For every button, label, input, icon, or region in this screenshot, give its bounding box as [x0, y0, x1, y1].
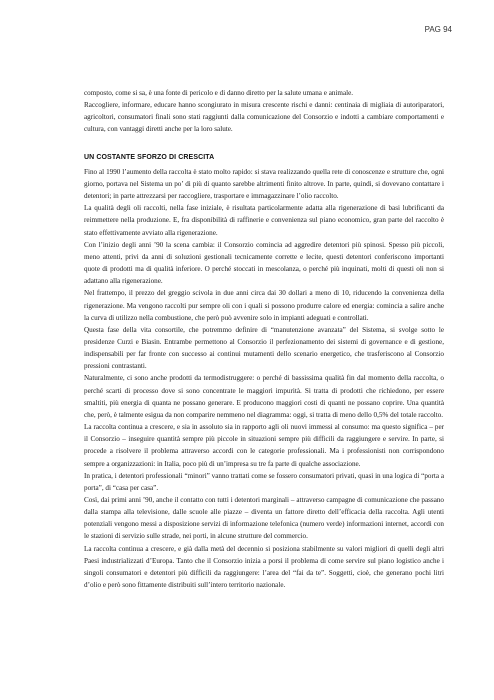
paragraph: Questa fase della vita consortile, che potremmo definire di “manutenzione avanzata” del Sistema, si svolge sotto le presidenze Curzi e Biasin. Entrambe permettono al Consorzio il perfezionamento dei sistemi di governance e di gestione, indispensabili per far fronte con successo ai continui mutamenti dello scenario energetico, che trasferiscono al Consorzio pressioni contrastanti. — [84, 325, 444, 371]
paragraph: Naturalmente, ci sono anche prodotti da termodistruggere: o perché di bassissima qualità fin dal momento della raccolta, o perché scarti di processo dove si sono concentrate le maggiori impurità. Si tratta di prodotti che richiedono, per essere smaltiti, più energia di quanta ne possano generare. E producono maggiori costi di quanti ne possano coprire. Una quantità che, però, è talmente esigua da non comparire nemmeno nel diagramma: oggi, si tratta di meno dello 0,5% del totale raccolto. — [84, 374, 444, 419]
intro-paragraph-2: Raccogliere, informare, educare hanno scongiurato in misura crescente rischi e danni: centinaia di migliaia di autoriparatori, agricoltori, consumatori finali sono stati raggiunti dalla comunicazione del Consorzio e indotti a cambiare comportamenti e cultura, con vantaggi diretti anche per la loro salute. — [84, 101, 444, 134]
paragraph: Fino al 1990 l’aumento della raccolta è stato molto rapido: si stava realizzando quella rete di conoscenze e strutture che, ogni giorno, portava nel Sistema un po’ di più di quanto sarebbe altrimenti finito altrove. In parte, quindi, si dovevano contattare i detentori; in parte attrezzarsi per raccogliere, trasportare e immagazzinare l’olio raccolto. — [84, 167, 444, 201]
intro-paragraph-1: composto, come si sa, è una fonte di pericolo e di danno diretto per la salute umana e animale. — [84, 89, 354, 97]
paragraph: In pratica, i detentori professionali “minori” vanno trattati come se fossero consumatori privati, quasi in una logica di “porta a porta”, di “casa per casa”. — [84, 471, 444, 492]
paragraph: La qualità degli oli raccolti, nella fase iniziale, è risultata particolarmente adatta alla rigenerazione di basi lubrificanti da reimmettere nella produzione. E, fra disponibilità di raffinerie e convenienza sul piano economico, gran parte del raccolto è stato effettivamente avviato alla rigenerazione. — [84, 204, 444, 237]
paragraph: La raccolta continua a crescere, e già dalla metà del decennio si posiziona stabilmente su valori migliori di quelli degli altri Paesi industrializzati d’Europa. Tanto che il Consorzio inizia a porsi il problema di come servire sul piano logistico anche i singoli consumatori e detentori più difficili da raggiungere: l’area del “fai da te”. Soggetti, cioè, che generano pochi litri d’olio e però sono fittamente distribuiti sull’intero territorio nazionale. — [84, 544, 444, 590]
document-body — [84, 87, 444, 591]
paragraph: La raccolta continua a crescere, e sia in assoluto sia in rapporto agli oli nuovi immessi al consumo: ma questo significa – per il Consorzio – inseguire quantità sempre più piccole in situazioni sempre più difficili da raggiungere e servire. In parte, si procede a risolvere il problema attraverso accordi con le categorie professionali. Ma i professionisti non corrispondono sempre a organizzazioni: in Italia, poco più di un’impresa su tre fa parte di qualche associazione. — [84, 423, 444, 468]
paragraph: Così, dai primi anni ’90, anche il contatto con tutti i detentori marginali – attraverso campagne di comunicazione che passano dalla stampa alla televisione, dalle scuole alle piazze – diventa un fattore diretto dell’efficacia della raccolta. Agli utenti potenziali vengono messi a disposizione servizi di informazione telefonica (numero verde) informazioni internet, accordi con le stazioni di servizio sulle strade, nei porti, in alcune strutture del commercio. — [84, 496, 444, 541]
page-number: PAG 94 — [424, 25, 452, 34]
paragraph: Nel frattempo, il prezzo del greggio scivola in due anni circa dai 30 dollari a meno di 10, riducendo la convenienza della rigenerazione. Ma vengono raccolti pur sempre oli con i quali si possono produrre calore ed energia: comincia a salire anche la curva di utilizzo nella combustione, che però può avvenire solo in impianti adeguati e controllati. — [84, 289, 444, 322]
section-heading: UN COSTANTE SFORZO DI CRESCITA — [84, 153, 215, 161]
paragraph: Con l’inizio degli anni ’90 la scena cambia: il Consorzio comincia ad aggredire detentori più spinosi. Spesso più piccoli, meno attenti, privi da anni di soluzioni gestionali tecnicamente corrette e lecite, questi detentori conferiscono importanti quote di prodotti ma di qualità inferiore. O perché stoccati in mescolanza, o perché più inquinati, molti di questi oli non si adattano alla rigenerazione. — [84, 240, 444, 286]
